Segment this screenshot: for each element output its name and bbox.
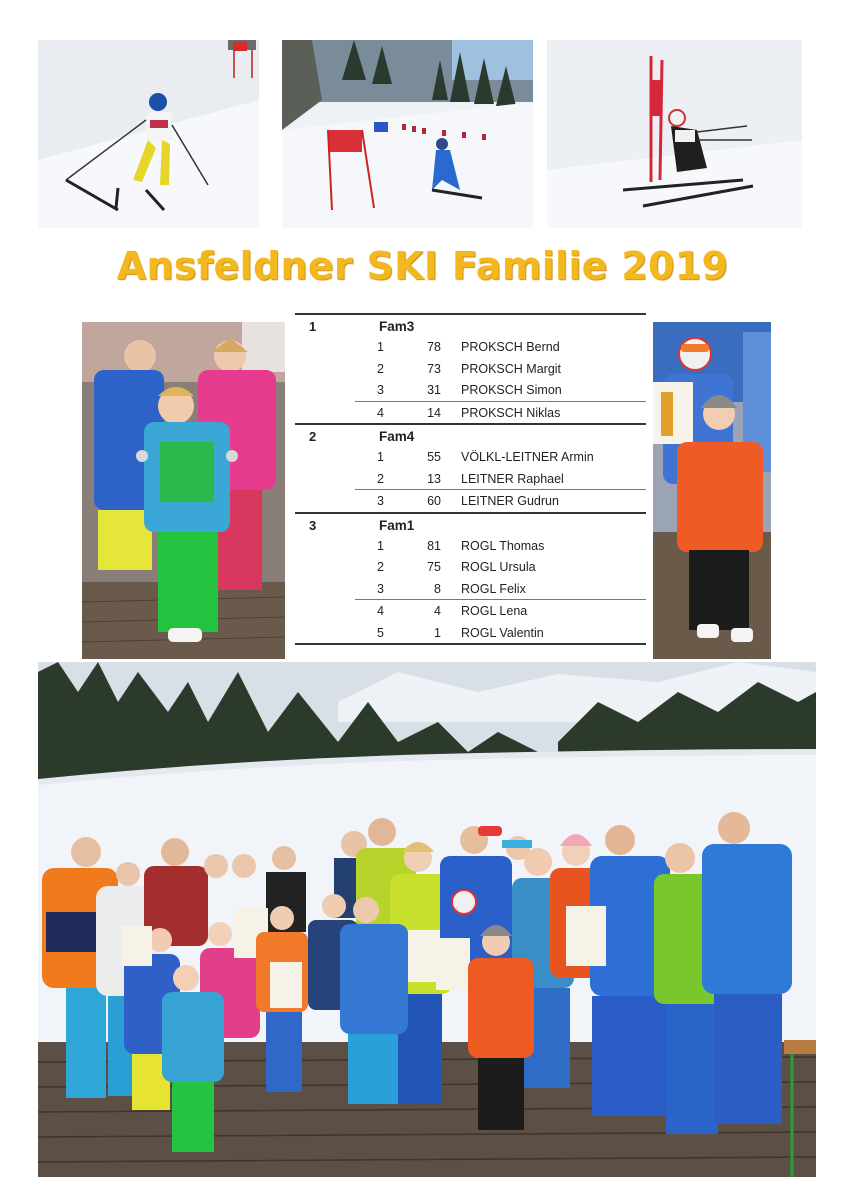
start-number: 4 xyxy=(434,604,441,618)
group-rank: 1 xyxy=(309,319,317,334)
member-position: 3 xyxy=(377,581,384,596)
family-name: Fam3 xyxy=(379,319,415,334)
member-row xyxy=(355,599,646,622)
member-name: PROKSCH Margit xyxy=(461,361,562,376)
group-rank: 3 xyxy=(309,517,317,533)
photo-slalom-course xyxy=(282,40,533,228)
photo-skier-gate xyxy=(547,40,802,228)
member-row xyxy=(355,556,646,578)
member-name: PROKSCH Niklas xyxy=(461,405,561,420)
start-number: 14 xyxy=(427,405,441,420)
member-name: ROGL Felix xyxy=(461,581,526,596)
member-position: 1 xyxy=(377,450,384,464)
start-number: 78 xyxy=(427,340,441,354)
member-row xyxy=(355,379,646,401)
member-row xyxy=(355,336,646,358)
start-number: 8 xyxy=(434,581,441,596)
member-name: ROGL Thomas xyxy=(461,538,545,553)
start-number: 75 xyxy=(427,560,441,574)
start-number: 1 xyxy=(434,625,441,640)
start-number: 31 xyxy=(427,383,441,397)
photo-child-skier-slalom xyxy=(38,40,259,228)
start-number: 81 xyxy=(427,538,441,553)
photo-children-certificate xyxy=(653,322,771,659)
member-row xyxy=(355,446,646,468)
member-row xyxy=(355,468,646,490)
results-table xyxy=(295,313,646,645)
member-name: ROGL Ursula xyxy=(461,560,536,574)
result-group xyxy=(295,423,646,512)
member-row xyxy=(355,489,646,512)
group-rank: 2 xyxy=(309,429,317,444)
member-row xyxy=(355,358,646,380)
start-number: 55 xyxy=(427,450,441,464)
start-number: 13 xyxy=(427,471,441,486)
start-number: 73 xyxy=(427,361,441,376)
photo-children-medals xyxy=(82,322,285,659)
member-row xyxy=(355,401,646,424)
result-group xyxy=(295,313,646,423)
member-position: 3 xyxy=(377,383,384,397)
member-row xyxy=(355,622,646,644)
member-row xyxy=(355,535,646,557)
member-position: 2 xyxy=(377,361,384,376)
member-name: VÖLKL-LEITNER Armin xyxy=(461,450,594,464)
result-group xyxy=(295,512,646,646)
member-position: 4 xyxy=(377,604,384,618)
member-position: 3 xyxy=(377,494,384,508)
member-name: PROKSCH Bernd xyxy=(461,340,560,354)
member-position: 2 xyxy=(377,471,384,486)
member-position: 2 xyxy=(377,560,384,574)
family-name: Fam1 xyxy=(379,517,415,533)
start-number: 60 xyxy=(427,494,441,508)
member-position: 1 xyxy=(377,340,384,354)
member-name: LEITNER Gudrun xyxy=(461,494,559,508)
member-name: ROGL Lena xyxy=(461,604,528,618)
member-row xyxy=(355,578,646,600)
member-name: LEITNER Raphael xyxy=(461,471,564,486)
family-name: Fam4 xyxy=(379,429,415,444)
member-position: 1 xyxy=(377,538,384,553)
photo-group-ski-families xyxy=(38,662,816,1177)
member-position: 4 xyxy=(377,405,384,420)
member-name: ROGL Valentin xyxy=(461,625,544,640)
document-title: Ansfeldner SKI Familie 2019 xyxy=(116,244,729,288)
member-position: 5 xyxy=(377,625,384,640)
member-name: PROKSCH Simon xyxy=(461,383,562,397)
